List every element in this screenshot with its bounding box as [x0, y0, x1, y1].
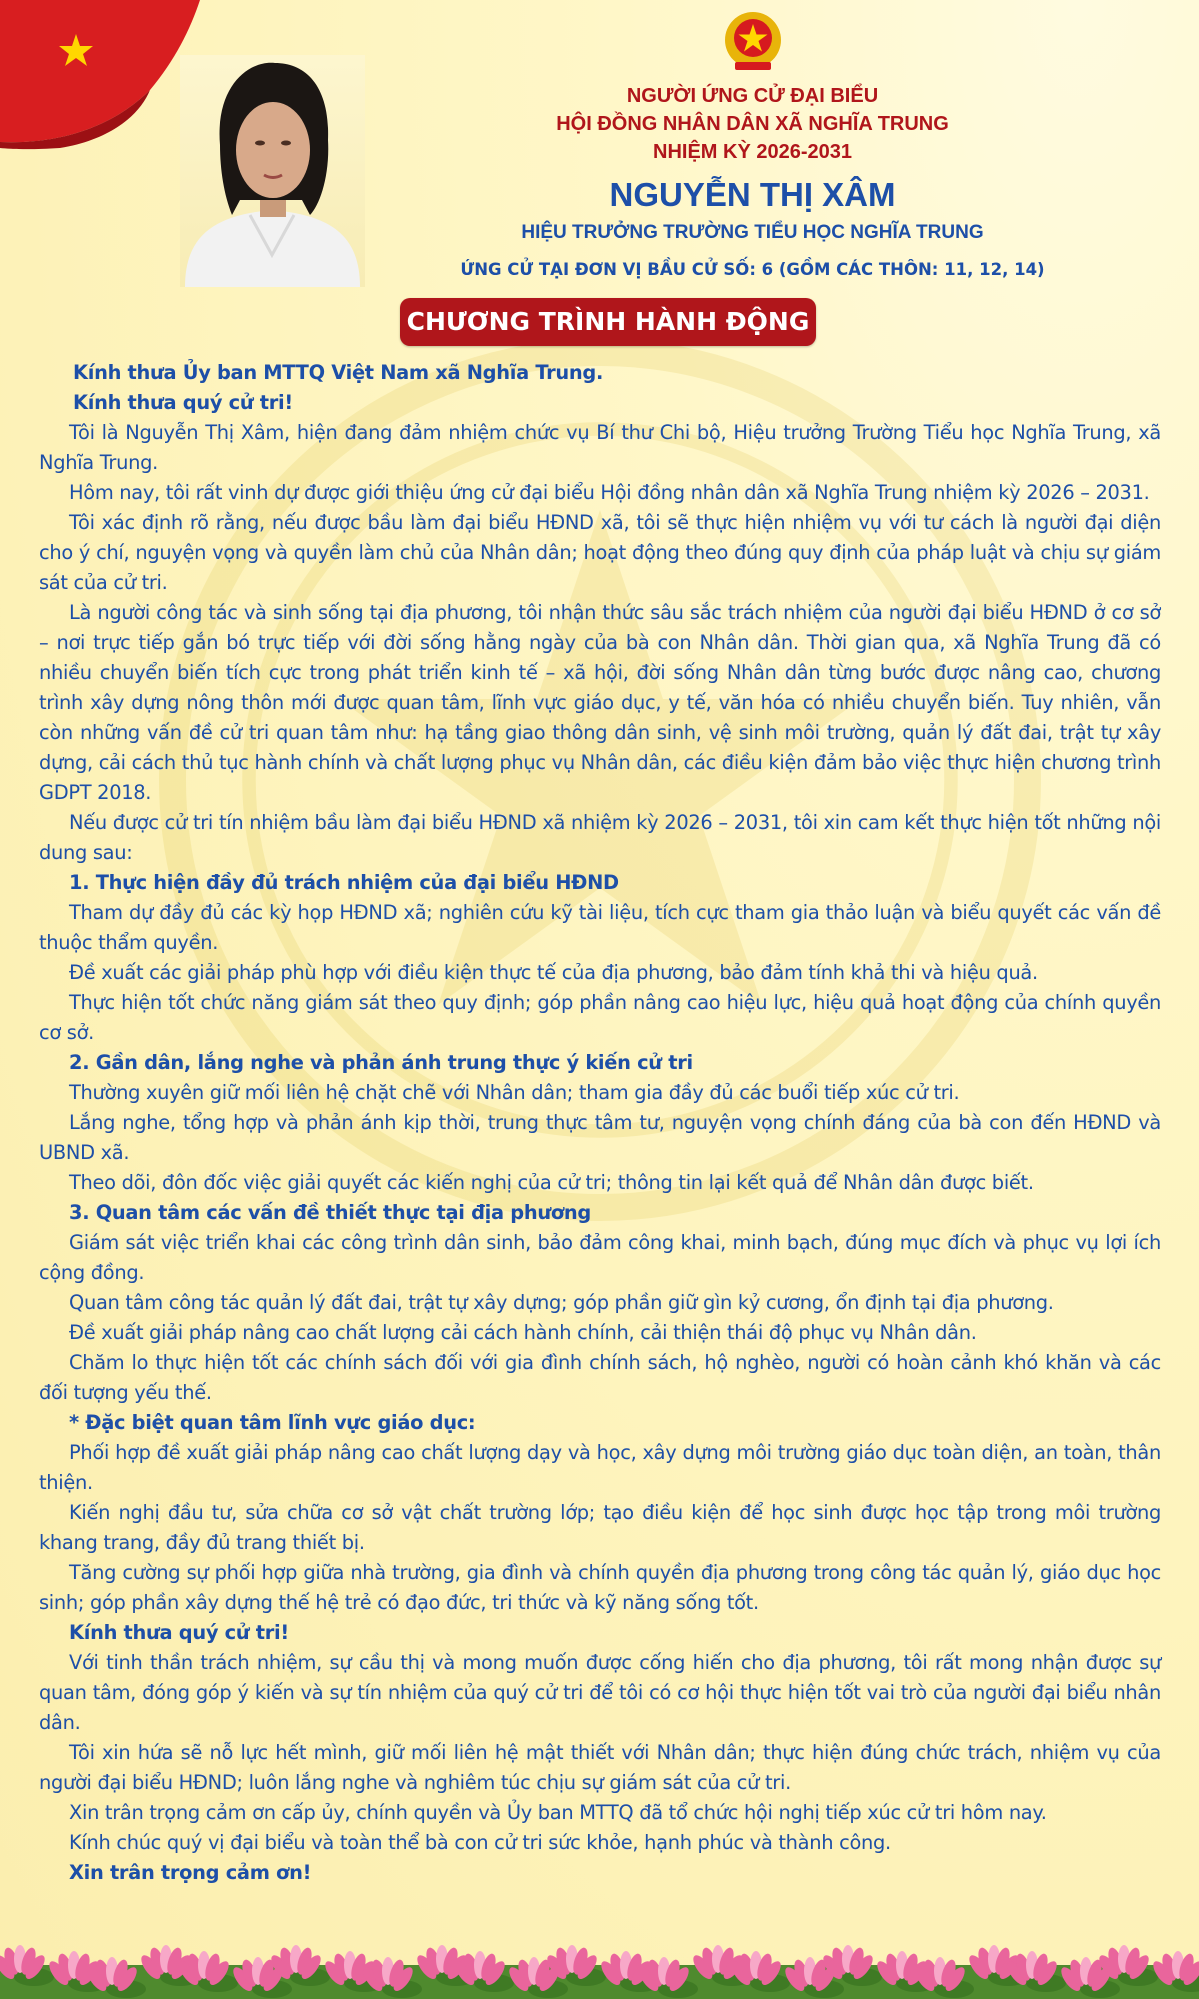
paragraph: Đề xuất các giải pháp phù hợp với điều kiện thực tế của địa phương, bảo đảm tính khả thi và hiệu quả. — [69, 961, 1038, 984]
greeting: Kính thưa Ủy ban MTTQ Việt Nam xã Nghĩa Trung. — [73, 361, 604, 384]
closing-line: Xin trân trọng cảm ơn! — [69, 1861, 312, 1884]
paragraph: Theo dõi, đôn đốc việc giải quyết các kiến nghị của cử tri; thông tin lại kết quả để Nhân dân được biết. — [69, 1171, 1034, 1194]
paragraph: Giám sát việc triển khai các công trình dân sinh, bảo đảm công khai, minh bạch, đúng mục đích và phục vụ lợi ích cộng đồng. — [39, 1231, 1161, 1284]
paragraph: Quan tâm công tác quản lý đất đai, trật tự xây dựng; góp phần giữ gìn kỷ cương, ổn định tại địa phương. — [69, 1291, 1054, 1314]
paragraph: Thực hiện tốt chức năng giám sát theo quy định; góp phần nâng cao hiệu lực, hiệu quả hoạt động của chính quyền cơ sở. — [39, 991, 1161, 1044]
org-line-2: HỘI ĐỒNG NHÂN DÂN XÃ NGHĨA TRUNG — [556, 113, 949, 135]
header-org-block — [470, 82, 1035, 166]
paragraph: Phối hợp đề xuất giải pháp nâng cao chất lượng dạy và học, xây dựng môi trường giáo dục toàn diện, an toàn, thân thiện. — [39, 1441, 1161, 1494]
paragraph: Tôi xác định rõ rằng, nếu được bầu làm đại biểu HĐND xã, tôi sẽ thực hiện nhiệm vụ với tư cách là người đại diện cho ý chí, nguyện vọng và quyền làm chủ của Nhân dân; hoạt động theo đúng quy định của pháp luật và chịu sự giám sát của cử tri. — [39, 511, 1161, 594]
candidate-name: NGUYỄN THỊ XÂM — [609, 176, 896, 213]
section-heading: 2. Gần dân, lắng nghe và phản ánh trung thực ý kiến cử tri — [69, 1051, 693, 1074]
greeting: Kính thưa quý cử tri! — [73, 391, 293, 414]
paragraph: Đề xuất giải pháp nâng cao chất lượng cải cách hành chính, cải thiện thái độ phục vụ Nhân dân. — [69, 1321, 977, 1344]
candidate-unit: ỨNG CỬ TẠI ĐƠN VỊ BẦU CỬ SỐ: 6 (GỒM CÁC THÔN: 11, 12, 14) — [460, 260, 1045, 279]
paragraph: Lắng nghe, tổng hợp và phản ánh kịp thời, trung thực tâm tư, nguyện vọng chính đáng của bà con đến HĐND và UBND xã. — [39, 1111, 1161, 1164]
body-text — [39, 358, 1161, 1888]
lotus-flowers-border — [0, 1925, 1199, 1999]
national-emblem-icon — [721, 10, 785, 74]
section-heading: * Đặc biệt quan tâm lĩnh vực giáo dục: — [69, 1411, 476, 1434]
section-heading: 1. Thực hiện đầy đủ trách nhiệm của đại biểu HĐND — [69, 871, 619, 894]
paragraph: Kính chúc quý vị đại biểu và toàn thể bà con cử tri sức khỏe, hạnh phúc và thành công. — [69, 1831, 891, 1854]
paragraph: Tôi xin hứa sẽ nỗ lực hết mình, giữ mối liên hệ mật thiết với Nhân dân; thực hiện đúng chức trách, nhiệm vụ của người đại biểu HĐND; luôn lắng nghe và nghiêm túc chịu sự giám sát của cử tri. — [39, 1741, 1161, 1794]
candidate-title: HIỆU TRƯỞNG TRƯỜNG TIỂU HỌC NGHĨA TRUNG — [521, 222, 984, 243]
paragraph: Tăng cường sự phối hợp giữa nhà trường, gia đình và chính quyền địa phương trong công tác quản lý, giáo dục học sinh; góp phần xây dựng thế hệ trẻ có đạo đức, tri thức và kỹ năng sống tốt. — [39, 1561, 1161, 1614]
org-line-3: NHIỆM KỲ 2026-2031 — [653, 141, 852, 163]
paragraph: Hôm nay, tôi rất vinh dự được giới thiệu ứng cử đại biểu Hội đồng nhân dân xã Nghĩa Trung nhiệm kỳ 2026 – 2031. — [69, 481, 1150, 504]
paragraph: Xin trân trọng cảm ơn cấp ủy, chính quyền và Ủy ban MTTQ đã tổ chức hội nghị tiếp xúc cử tri hôm nay. — [69, 1801, 1047, 1824]
paragraph: Thường xuyên giữ mối liên hệ chặt chẽ với Nhân dân; tham gia đầy đủ các buổi tiếp xúc cử tri. — [69, 1081, 960, 1104]
paragraph: Tôi là Nguyễn Thị Xâm, hiện đang đảm nhiệm chức vụ Bí thư Chi bộ, Hiệu trưởng Trường Tiểu học Nghĩa Trung, xã Nghĩa Trung. — [39, 421, 1161, 474]
paragraph: Nếu được cử tri tín nhiệm bầu làm đại biểu HĐND xã nhiệm kỳ 2026 – 2031, tôi xin cam kết thực hiện tốt những nội dung sau: — [39, 811, 1161, 864]
paragraph: Là người công tác và sinh sống tại địa phương, tôi nhận thức sâu sắc trách nhiệm của người đại biểu HĐND ở cơ sở – nơi trực tiếp gắn bó trực tiếp với đời sống hằng ngày của bà con Nhân dân. Thời gian qua, xã Nghĩa Trung đã có nhiều chuyển biến tích cực trong phát triển kinh tế – xã hội, đời sống Nhân dân từng bước được nâng cao, chương trình xây dựng nông thôn mới được quan tâm, lĩnh vực giáo dục, y tế, văn hóa có nhiều chuyển biến. Tuy nhiên, vẫn còn những vấn đề cử tri quan tâm như: hạ tầng giao thông dân sinh, vệ sinh môi trường, quản lý đất đai, trật tự xây dựng, cải cách thủ tục hành chính và chất lượng phục vụ Nhân dân, các điều kiện đảm bảo việc thực hiện chương trình GDPT 2018. — [39, 601, 1161, 804]
paragraph: Với tinh thần trách nhiệm, sự cầu thị và mong muốn được cống hiến cho địa phương, tôi rất mong nhận được sự quan tâm, đóng góp ý kiến và sự tín nhiệm của quý cử tri để tôi có cơ hội thực hiện tốt vai trò của người đại biểu nhân dân. — [39, 1651, 1161, 1734]
paragraph: Tham dự đầy đủ các kỳ họp HĐND xã; nghiên cứu kỹ tài liệu, tích cực tham gia thảo luận và biểu quyết các vấn đề thuộc thẩm quyền. — [39, 901, 1161, 954]
greeting: Kính thưa quý cử tri! — [69, 1621, 289, 1644]
paragraph: Chăm lo thực hiện tốt các chính sách đối với gia đình chính sách, hộ nghèo, người có hoàn cảnh khó khăn và các đối tượng yếu thế. — [39, 1351, 1161, 1404]
org-line-1: NGƯỜI ỨNG CỬ ĐẠI BIỂU — [626, 85, 879, 107]
section-heading: 3. Quan tâm các vấn đề thiết thực tại địa phương — [69, 1201, 591, 1224]
candidate-portrait — [180, 55, 365, 287]
program-banner: CHƯƠNG TRÌNH HÀNH ĐỘNG — [400, 298, 816, 346]
paragraph: Kiến nghị đầu tư, sửa chữa cơ sở vật chất trường lớp; tạo điều kiện để học sinh được học tập trong môi trường khang trang, đầy đủ trang thiết bị. — [39, 1501, 1161, 1554]
